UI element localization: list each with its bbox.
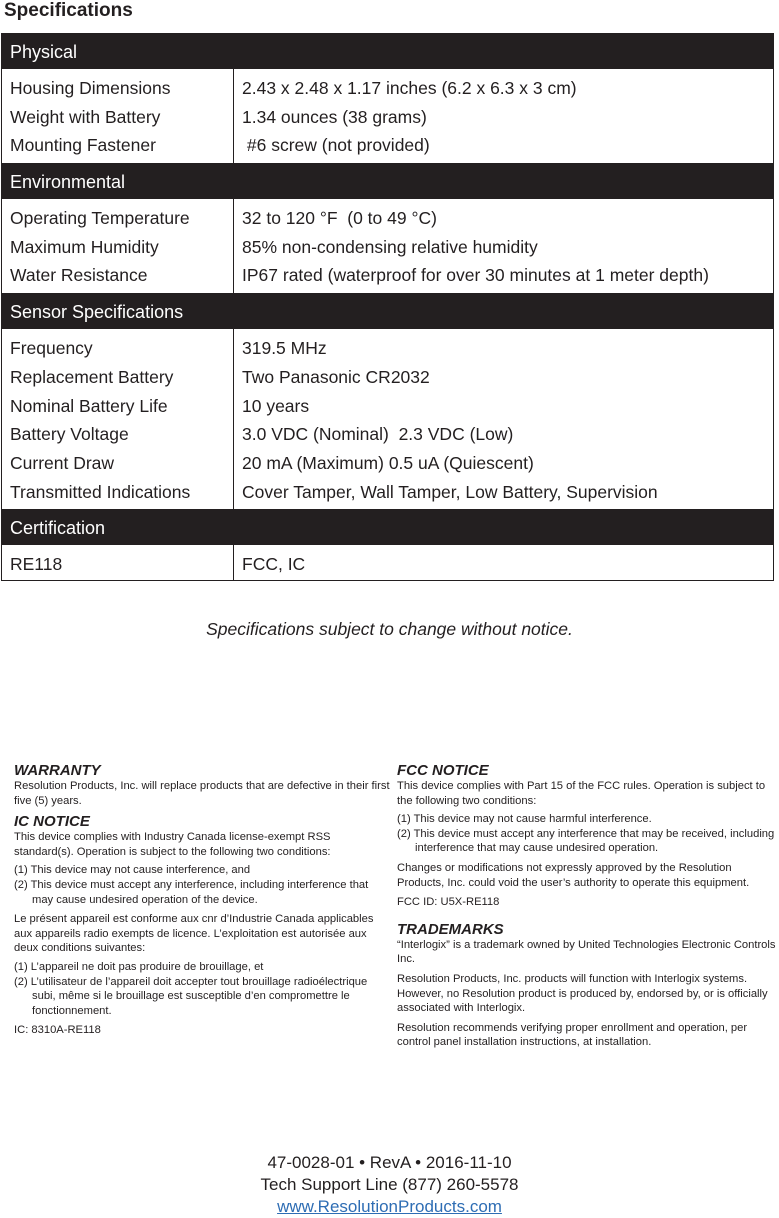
notices-right-column [397, 762, 779, 1055]
spec-label: Operating Temperature [10, 208, 190, 229]
spec-label: Transmitted Indications [10, 481, 191, 502]
section-header-sensor-specifications: Sensor Specifications [1, 293, 774, 329]
spec-row [2, 420, 773, 449]
spec-label: Maximum Humidity [10, 236, 159, 257]
spec-row [2, 334, 773, 363]
specifications-table [1, 33, 774, 581]
spec-label: Frequency [10, 338, 93, 359]
trademarks-text: Resolution Products, Inc. products will function with Interlogix systems. However, no Resolution product is produced by, endorsed by, or is officially associated with Interlogix. [397, 972, 768, 1015]
spec-label: RE118 [10, 554, 63, 575]
spec-value: IP67 rated (waterproof for over 30 minutes at 1 meter depth) [242, 265, 709, 286]
trademarks-text: Resolution recommends verifying proper enrollment and operation, per control panel installation instructions, at installation. [397, 1021, 748, 1049]
ic-id: IC: 8310A-RE118 [14, 1024, 101, 1037]
section-header-certification: Certification [1, 509, 774, 545]
fcc-notice-item: (2) This device must accept any interference that may be received, including interference that may cause undesired operation. [397, 827, 775, 855]
ic-notice-french-item: (1) L’appareil ne doit pas produire de brouillage, et [14, 960, 264, 973]
spec-row [2, 363, 773, 392]
spec-value: 20 mA (Maximum) 0.5 uA (Quiescent) [242, 452, 534, 473]
section-header-environmental: Environmental [1, 163, 774, 199]
notices-left-column [14, 762, 390, 1043]
ic-notice-item: (1) This device may not cause interference, and [14, 864, 251, 877]
ic-notice-item: (2) This device must accept any interference, including interference that may cause undesired operation of the device. [14, 878, 369, 906]
spec-value: 10 years [242, 395, 310, 416]
warranty-heading: WARRANTY [14, 762, 101, 779]
trademarks-text: “Interlogix” is a trademark owned by United Technologies Electronic Controls Inc. [397, 938, 776, 966]
spec-value: FCC, IC [242, 554, 306, 575]
fcc-notice-heading: FCC NOTICE [397, 762, 489, 779]
spec-row [2, 204, 773, 233]
section-header-physical: Physical [1, 33, 774, 69]
spec-label: Current Draw [10, 452, 115, 473]
spec-label: Weight with Battery [10, 106, 161, 127]
spec-label: Housing Dimensions [10, 78, 171, 98]
section-body-environmental [1, 199, 774, 293]
spec-value: #6 screw (not provided) [242, 135, 430, 156]
page-title: Specifications [4, 0, 133, 21]
spec-row [2, 131, 773, 160]
document-number: 47-0028-01 • RevA • 2016-11-10 [267, 1153, 512, 1172]
spec-value: 1.34 ounces (38 grams) [242, 106, 427, 127]
spec-value: 319.5 MHz [242, 338, 327, 359]
spec-value: 32 to 120 °F (0 to 49 °C) [242, 208, 437, 229]
spec-row [2, 74, 773, 103]
warranty-text: Resolution Products, Inc. will replace products that are defective in their first five (5) years. [14, 780, 390, 807]
spec-row [2, 545, 773, 580]
spec-row [2, 261, 773, 290]
tech-support-line: Tech Support Line (877) 260-5578 [260, 1175, 519, 1194]
fcc-notice-item: (1) This device may not cause harmful interference. [397, 813, 652, 826]
ic-notice-heading: IC NOTICE [14, 813, 90, 831]
spec-row [2, 233, 773, 262]
spec-value: Two Panasonic CR2032 [242, 366, 430, 387]
spec-label: Replacement Battery [10, 366, 174, 387]
fcc-notice-intro: This device complies with Part 15 of the FCC rules. Operation is subject to the following two conditions: [397, 780, 766, 807]
section-body-certification [1, 545, 774, 581]
spec-label: Water Resistance [10, 265, 148, 286]
spec-label: Mounting Fastener [10, 135, 156, 156]
fcc-id: FCC ID: U5X-RE118 [397, 896, 500, 909]
spec-row [2, 392, 773, 421]
spec-row [2, 478, 773, 507]
section-body-sensor-specifications [1, 329, 774, 509]
spec-row [2, 103, 773, 132]
ic-notice-intro: This device complies with Industry Canada license-exempt RSS standard(s). Operation is subject to the following two conditions: [14, 831, 331, 858]
spec-value: 2.43 x 2.48 x 1.17 inches (6.2 x 6.3 x 3 cm) [242, 78, 577, 98]
spec-value: Cover Tamper, Wall Tamper, Low Battery, Supervision [242, 481, 658, 502]
spec-value: 85% non-condensing relative humidity [242, 236, 538, 257]
fcc-notice-changes: Changes or modifications not expressly approved by the Resolution Products, Inc. could void the user’s authority to operate this equipment. [397, 861, 750, 889]
trademarks-heading: TRADEMARKS [397, 920, 504, 938]
ic-notice-french-item: (2) L’utilisateur de l’appareil doit accepter tout brouillage radioélectrique subi, même si le brouillage est susceptible d’en compromettre le fonctionnement. [14, 975, 368, 1017]
website-link[interactable]: www.ResolutionProducts.com [277, 1197, 502, 1216]
section-body-physical [1, 69, 774, 163]
disclaimer-note: Specifications subject to change without notice. [206, 619, 573, 639]
spec-label: Nominal Battery Life [10, 395, 168, 416]
spec-label: Battery Voltage [10, 424, 129, 445]
document-footer [0, 1152, 779, 1218]
spec-value: 3.0 VDC (Nominal) 2.3 VDC (Low) [242, 424, 514, 445]
ic-notice-french-intro: Le présent appareil est conforme aux cnr d’Industrie Canada applicables aux appareils radio exempts de licence. L’exploitation est autorisée aux deux conditions suivantes: [14, 913, 374, 955]
spec-row [2, 449, 773, 478]
